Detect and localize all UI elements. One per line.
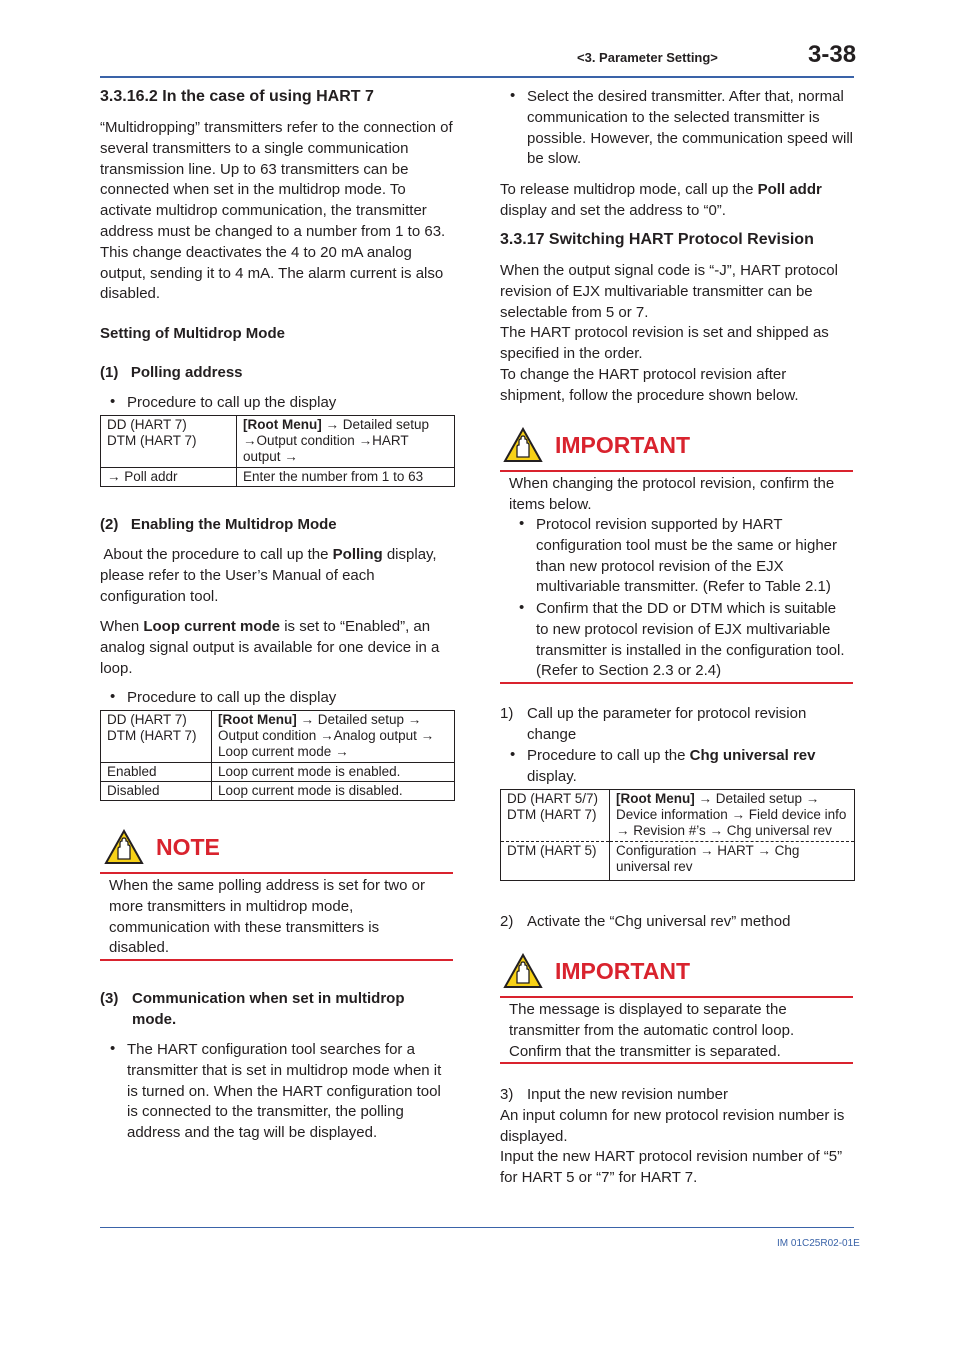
protocol-intro-1: When the output signal code is “-J”, HART protocol revision of EJX multivariable transmitter can be selectable from 5 or 7. [500,262,838,321]
table-row [101,467,455,486]
table-row [101,762,455,781]
comm-heading: Communication when set in multidrop mode. [132,990,405,1028]
setting-heading: Setting of Multidrop Mode [100,325,285,342]
step1-text: Call up the parameter for protocol revision change [527,705,807,743]
step3-paragraph-2: Input the new HART protocol revision number of “5” for HART 5 or “7” for HART 7. [500,1148,843,1186]
step-number: 2) [500,913,514,930]
root-menu-label: [Root Menu] [243,417,322,432]
bullet-dot: • [510,87,516,104]
table-cell: DD (HART 7) DTM (HART 7) [101,711,212,763]
table-cell: DTM (HART 5) [501,841,610,880]
bullet-dot: • [110,688,116,705]
important-top-rule [500,996,853,998]
step1-bullet: Procedure to call up the Chg universal rev display. [527,747,816,785]
polling-heading: (1) Polling address [100,364,243,381]
section-heading-hart7: 3.3.16.2 In the case of using HART 7 [100,88,374,105]
table-cell: DD (HART 5/7) DTM (HART 7) [501,790,610,842]
revision-table [500,789,855,881]
document-code: IM 01C25R02-01E [777,1238,860,1249]
comm-bullet: The HART configuration tool searches for a transmitter that is set in multidrop mode when it is turned on. When the HART configuration tool is connected to the transmitter, the polling address and the tag will be displayed. [127,1041,442,1142]
table-row [101,416,455,468]
enabling-bullet: Procedure to call up the display [127,689,337,706]
release-paragraph: To release multidrop mode, call up the Poll addr display and set the address to “0”. [500,181,822,219]
protocol-intro-3: To change the HART protocol revision after shipment, follow the procedure shown below. [500,366,799,404]
note-bottom-rule [100,959,453,961]
table-row [101,711,455,763]
hand-warning-icon [503,953,543,989]
enabling-heading: (2) Enabling the Multidrop Mode [100,516,337,533]
bullet-dot: • [519,515,525,532]
table-cell: Enter the number from 1 to 63 [237,467,455,486]
important-bottom-rule [500,1062,853,1064]
step-number: 3) [500,1086,514,1103]
important-top-rule [500,470,853,472]
section-heading-protocol: 3.3.17 Switching HART Protocol Revision [500,231,814,248]
important-bottom-rule [500,682,853,684]
running-header: <3. Parameter Setting> [577,50,718,65]
enabling-paragraph-2: When Loop current mode is set to “Enabled”, an analog signal output is available for one device in a loop. [100,618,440,677]
protocol-intro-2: The HART protocol revision is set and shipped as specified in the order. [500,324,829,362]
important-header [503,953,690,989]
table-cell: Enabled [101,762,212,781]
table-cell: DD (HART 7) DTM (HART 7) [101,416,237,468]
comm-heading-number: (3) [100,990,119,1007]
important-bullet: Confirm that the DD or DTM which is suitable to new protocol revision of EJX multivariable transmitter is installed in the configuration tool. (Refer to Section 2.3 or 2.4) [536,600,845,680]
important-text: When changing the protocol revision, confirm the items below. [509,475,835,513]
important-title: IMPORTANT [555,431,691,458]
polling-bullet: Procedure to call up the display [127,394,337,411]
table-cell [237,416,455,468]
note-top-rule [100,872,453,874]
enabling-paragraph-1: About the procedure to call up the Polling display, please refer to the User’s Manual of each configuration tool. [100,546,437,605]
bullet-dot: • [510,746,516,763]
important-bullet: Protocol revision supported by HART configuration tool must be the same or higher than new protocol revision of the EJX multivariable transmitter. (Refer to Table 2.1) [536,516,838,596]
table-cell: → Poll addr [101,467,237,486]
note-text: When the same polling address is set for two or more transmitters in multidrop mode, communication with these transmitters is disabled. [109,877,425,957]
table-cell: Configuration → HART → Chg universal rev [610,841,855,880]
header-rule [100,76,854,78]
note-header [104,829,220,865]
table-cell: [Root Menu] → Detailed setup → Device information → Field device info → Revision #’s → Chg universal rev [610,790,855,842]
select-transmitter-bullet: Select the desired transmitter. After that, normal communication to the selected transmitter is possible. However, the communication speed will be slow. [527,88,853,168]
table-cell: Loop current mode is enabled. [212,762,455,781]
loop-current-table [100,710,455,801]
table-cell: Loop current mode is disabled. [212,781,455,800]
table-cell: [Root Menu] → Detailed setup → Output condition →Analog output → Loop current mode → [212,711,455,763]
important-header [503,427,690,463]
important-text: The message is displayed to separate the transmitter from the automatic control loop. Confirm that the transmitter is separated. [509,1001,795,1060]
step3-text: Input the new revision number [527,1086,728,1103]
step-number: 1) [500,705,514,722]
hand-warning-icon [503,427,543,463]
intro-paragraph: “Multidropping” transmitters refer to the connection of several transmitters to a single communication transmission line. Up to 63 transmitters can be connected when set in the multidrop mode. To activate multidrop communication, the transmitter address must be changed to a number from 1 to 63. This change deactivates the 4 to 20 mA analog output, sending it to 4 mA. The alarm current is also disabled. [100,119,453,303]
important-title: IMPORTANT [555,957,691,984]
note-title: NOTE [156,833,220,860]
bullet-dot: • [110,393,116,410]
table-row [501,841,855,880]
hand-warning-icon [104,829,144,865]
table-cell: Disabled [101,781,212,800]
menu-path: → Detailed setup →Output condition →HART output → [243,417,430,465]
step3-paragraph-1: An input column for new protocol revision number is displayed. [500,1107,845,1145]
table-row [501,790,855,842]
page-number: 3-38 [808,41,857,68]
table-row [101,781,455,800]
bullet-dot: • [110,1040,116,1057]
step2-text: Activate the “Chg universal rev” method [527,913,791,930]
polling-table [100,415,455,487]
bullet-dot: • [519,599,525,616]
footer-rule [100,1227,854,1228]
